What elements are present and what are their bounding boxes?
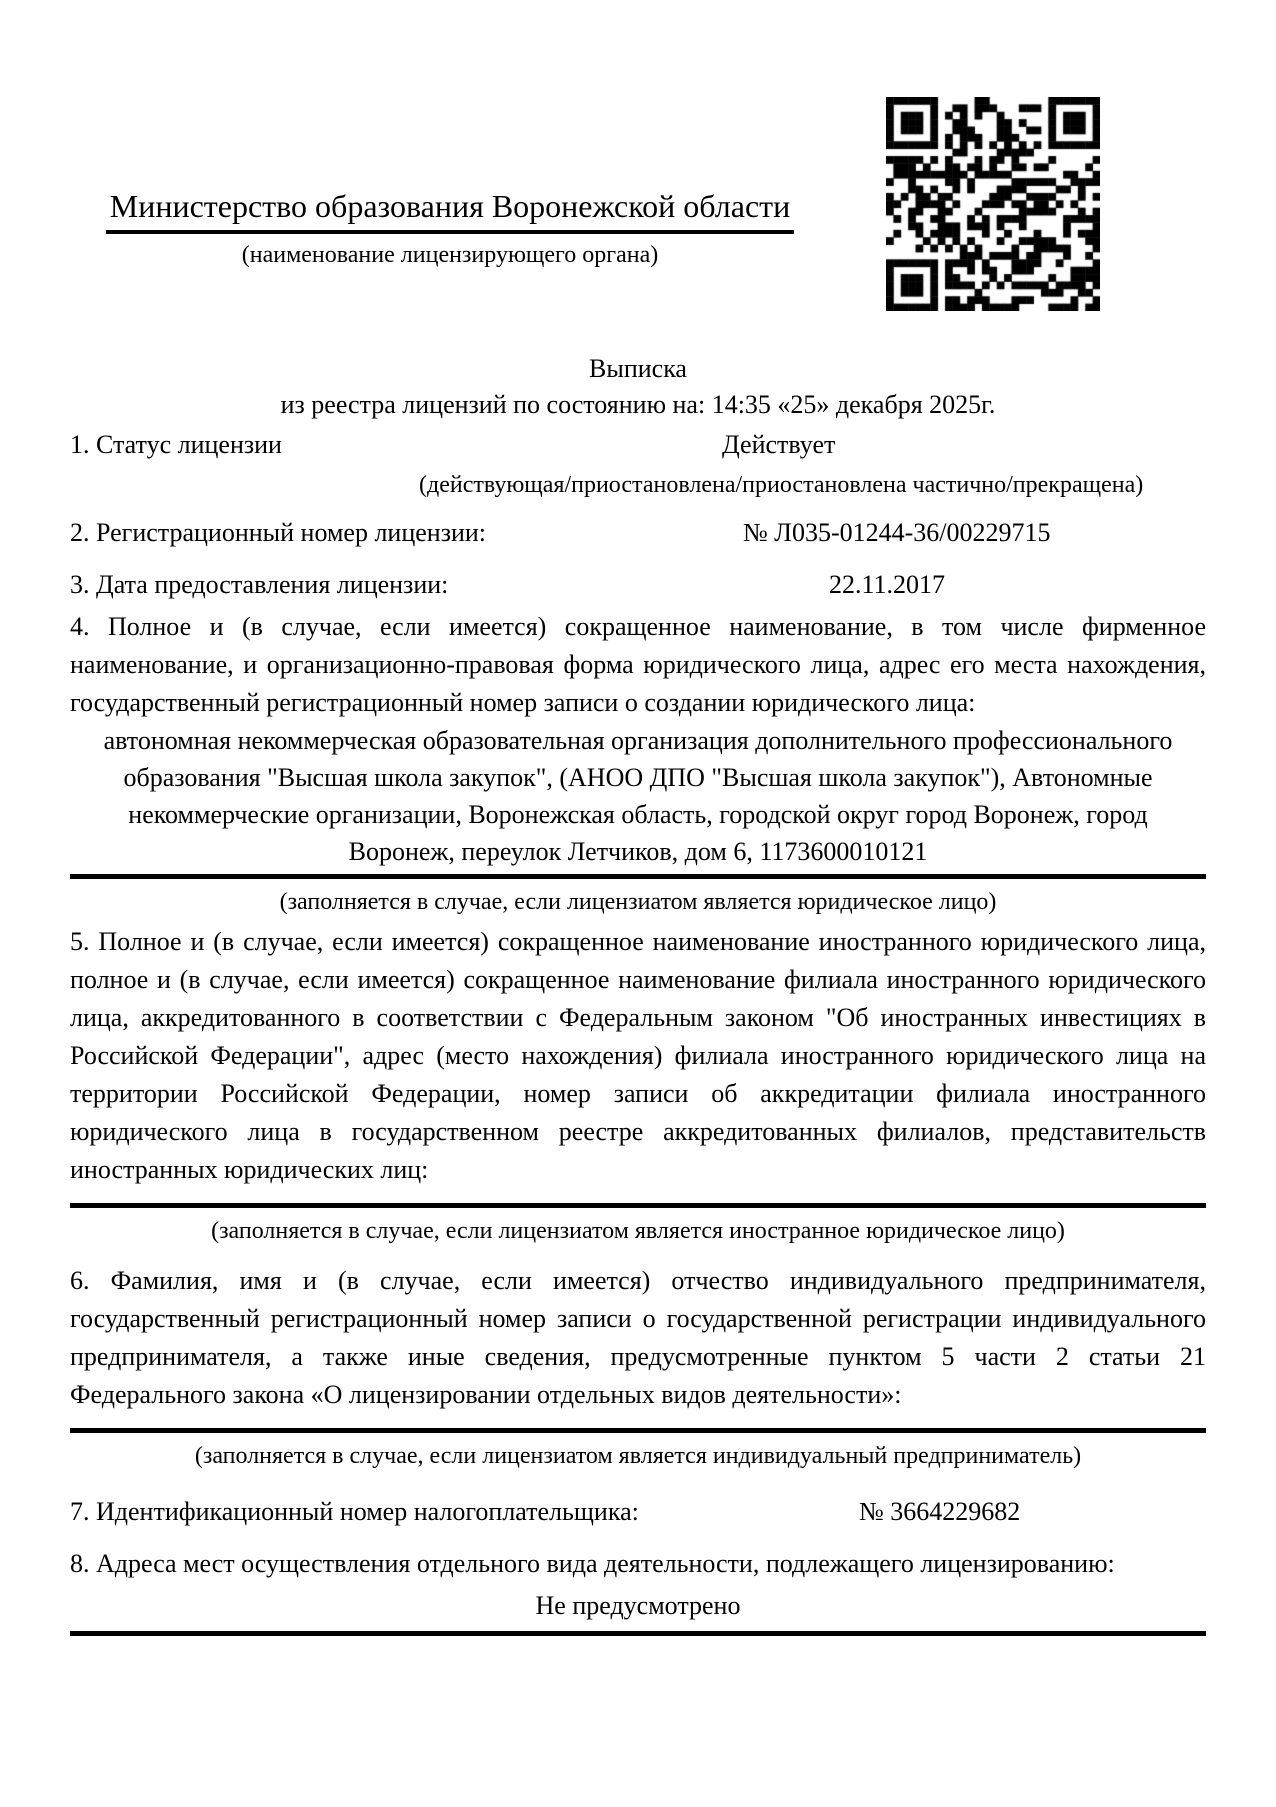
licensing-authority-header	[100, 186, 800, 270]
activity-addresses-value: Не предусмотрено	[535, 1591, 741, 1620]
license-status-label: 1. Статус лицензии	[70, 430, 282, 459]
legal-entity-value: автономная некоммерческая образовательная организация дополнительного профессионального образования "Высшая школа закупок", (АНОО ДПО "Высшая школа закупок"), Автономные некоммерческие организации, Воронежская область, городской округ город Воронеж, город Воронеж, переулок Летчиков, дом 6, 1173600010121	[103, 726, 1173, 866]
licensing-authority-note: (наименование лицензирующего органа)	[241, 242, 659, 268]
page-title: Выписка	[589, 354, 687, 383]
row-activity-addresses	[70, 1547, 1206, 1581]
row-license-status-note	[70, 470, 1206, 500]
divider-individual-entrepreneur	[70, 1428, 1206, 1433]
page-subtitle: из реестра лицензий по состоянию на: 14:35 «25» декабря 2025г.	[280, 390, 996, 419]
registration-number-label: 2. Регистрационный номер лицензии:	[70, 518, 487, 547]
qr-code-icon	[886, 97, 1100, 311]
licensing-authority-name: Министерство образования Воронежской области	[106, 186, 795, 234]
grant-date-value: 22.11.2017	[829, 570, 946, 599]
document-content	[0, 186, 1276, 1636]
inn-label: 7. Идентификационный номер налогоплательщика:	[70, 1497, 639, 1526]
row-inn	[70, 1495, 1206, 1529]
activity-addresses-label: 8. Адреса мест осуществления отдельного вида деятельности, подлежащего лицензированию:	[70, 1549, 1115, 1578]
grant-date-label: 3. Дата предоставления лицензии:	[70, 570, 449, 599]
row-license-status	[70, 428, 1206, 462]
legal-entity-note: (заполняется в случае, если лицензиатом является юридическое лицо)	[279, 889, 997, 915]
license-status-value: Действует	[722, 430, 836, 459]
foreign-entity-section-label: 5. Полное и (в случае, если имеется) сокращенное наименование иностранного юридического лица, полное и (в случае, если имеется) сокращенное наименование филиала иностранного юридического лица, аккредитованного в соответствии с Федеральным законом "Об иностранных инвестициях в Российской Федерации", адрес (место нахождения) филиала иностранного юридического лица на территории Российской Федерации, номер записи об аккредитации филиала иностранного юридического лица в государственном реестре аккредитованных филиалов, представительств иностранных юридических лиц:	[70, 927, 1206, 1184]
license-status-note: (действующая/приостановлена/приостановлена частично/прекращена)	[419, 472, 1144, 498]
legal-entity-section-label: 4. Полное и (в случае, если имеется) сокращенное наименование, в том числе фирменное наименование, и организационно-правовая форма юридического лица, адрес его места нахождения, государственный регистрационный номер записи о создании юридического лица:	[70, 612, 1206, 717]
individual-entrepreneur-note: (заполняется в случае, если лицензиатом является индивидуальный предприниматель)	[194, 1443, 1082, 1469]
divider-legal-entity	[70, 874, 1206, 879]
row-grant-date	[70, 568, 1206, 602]
row-registration-number	[70, 516, 1206, 550]
individual-entrepreneur-section-label: 6. Фамилия, имя и (в случае, если имеется) отчество индивидуального предпринимателя, государственный регистрационный номер записи о государственной регистрации индивидуального предпринимателя, а также иные сведения, предусмотренные пунктом 5 части 2 статьи 21 Федерального закона «О лицензировании отдельных видов деятельности»:	[70, 1266, 1206, 1409]
divider-foreign-entity	[70, 1203, 1206, 1208]
registration-number-value: № Л035-01244-36/00229715	[743, 518, 1051, 547]
divider-bottom	[70, 1631, 1206, 1636]
inn-value: № 3664229682	[859, 1497, 1021, 1526]
foreign-entity-note: (заполняется в случае, если лицензиатом является иностранное юридическое лицо)	[211, 1218, 1065, 1244]
